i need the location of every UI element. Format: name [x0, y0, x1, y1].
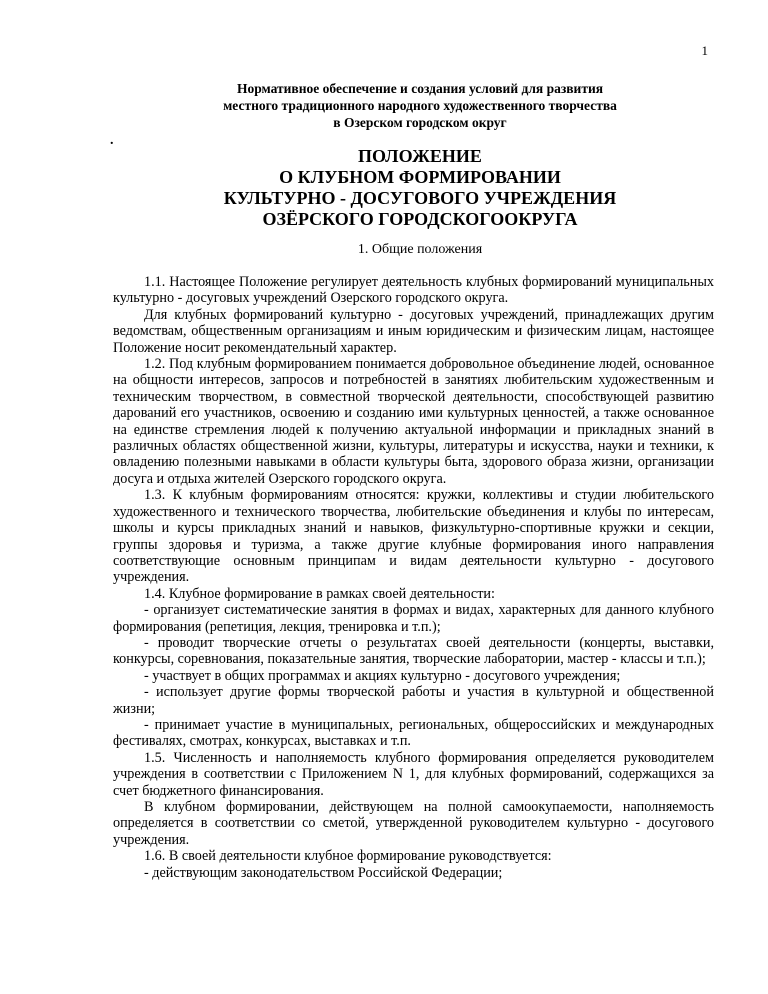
paragraph-1-6: 1.6. В своей деятельности клубное формирование руководствуется:	[144, 848, 552, 865]
document-body	[113, 274, 714, 881]
list-item: - организует систематические занятия в формах и видах, характерных для данного клубного формирования (репетиция, лекция, тренировка и т.п.);	[113, 602, 714, 635]
title-line: КУЛЬТУРНО - ДОСУГОВОГО УЧРЕЖДЕНИЯ	[223, 188, 617, 208]
paragraph-1-5: 1.5. Численность и наполняемость клубного формирования определяется руководителем учреждения в соответствии с Приложением N 1, для клубных формирований, содержащихся за счет бюджетного финансирования.	[113, 749, 714, 799]
section-heading: 1. Общие положения	[357, 242, 483, 257]
title-line: О КЛУБНОМ ФОРМИРОВАНИИ	[279, 167, 561, 187]
document-subtitle	[150, 80, 690, 131]
list-item: - участвует в общих программах и акциях культурно - досугового учреждения;	[144, 667, 621, 684]
subtitle-line: местного традиционного народного художественного творчества	[223, 98, 617, 113]
document-title	[150, 146, 690, 230]
subtitle-line: в Озерском городском округ	[333, 115, 507, 130]
paragraph-1-4: 1.4. Клубное формирование в рамках своей деятельности:	[144, 585, 495, 602]
list-item: - проводит творческие отчеты о результатах своей деятельности (концерты, выставки, конкурсы, соревнования, показательные занятия, творческие лаборатории, мастер - классы и т.п.);	[113, 634, 714, 668]
paragraph-1-5-note: В клубном формировании, действующем на полной самоокупаемости, наполняемость определяется в соответствии со сметой, утвержденной руководителем культурно - досугового учреждения.	[113, 799, 714, 848]
paragraph-1-2: 1.2. Под клубным формированием понимается добровольное объединение людей, основанное на общности интересов, запросов и потребностей в занятиях любительским художественным и техническим творчеством, в совместной творческой деятельности, способствующей развитию дарований его участников, освоению и созданию ими культурных ценностей, а также основанное на единстве стремления людей к получению актуальной информации и прикладных знаний в различных областях общественной жизни, культуры, литературы и искусства, науки и техники, к овладению полезными навыками в области культуры быта, здорового образа жизни, организации досуга и отдыха жителей Озерского городского округа.	[113, 356, 714, 487]
page-number: 1	[701, 43, 708, 58]
title-line: ОЗЁРСКОГО ГОРОДСКОГООКРУГА	[262, 209, 578, 229]
title-line: ПОЛОЖЕНИЕ	[358, 146, 482, 166]
list-item: - использует другие формы творческой работы и участия в культурной и общественной жизни;	[113, 684, 714, 717]
stray-dot: .	[110, 133, 114, 148]
paragraph-1-3: 1.3. К клубным формированиям относятся: кружки, коллективы и студии любительского художественного и технического творчества, любительские объединения и клубы по интересам, школы и курсы прикладных знаний и навыков, физкультурно-спортивные кружки и секции, группы здоровья и туризма, а также другие клубные формирования иного направления соответствующие основным принципам и видам деятельности культурно - досугового учреждения.	[113, 487, 714, 586]
list-item: - действующим законодательством Российской Федерации;	[144, 864, 503, 881]
paragraph-1-1: 1.1. Настоящее Положение регулирует деятельность клубных формирований муниципальных культурно - досуговых учреждений Озерского городского округа.	[113, 274, 714, 307]
subtitle-line: Нормативное обеспечение и создания условий для развития	[236, 81, 604, 96]
list-item: - принимает участие в муниципальных, региональных, общероссийских и международных фестивалях, смотрах, конкурсах, выставках и т.п.	[113, 716, 714, 750]
paragraph-1-1-note: Для клубных формирований культурно - досуговых учреждений, принадлежащих другим ведомствам, общественным организациям и иным юридическим и физическим лицам, настоящее Положение носит рекомендательный характер.	[113, 306, 714, 356]
